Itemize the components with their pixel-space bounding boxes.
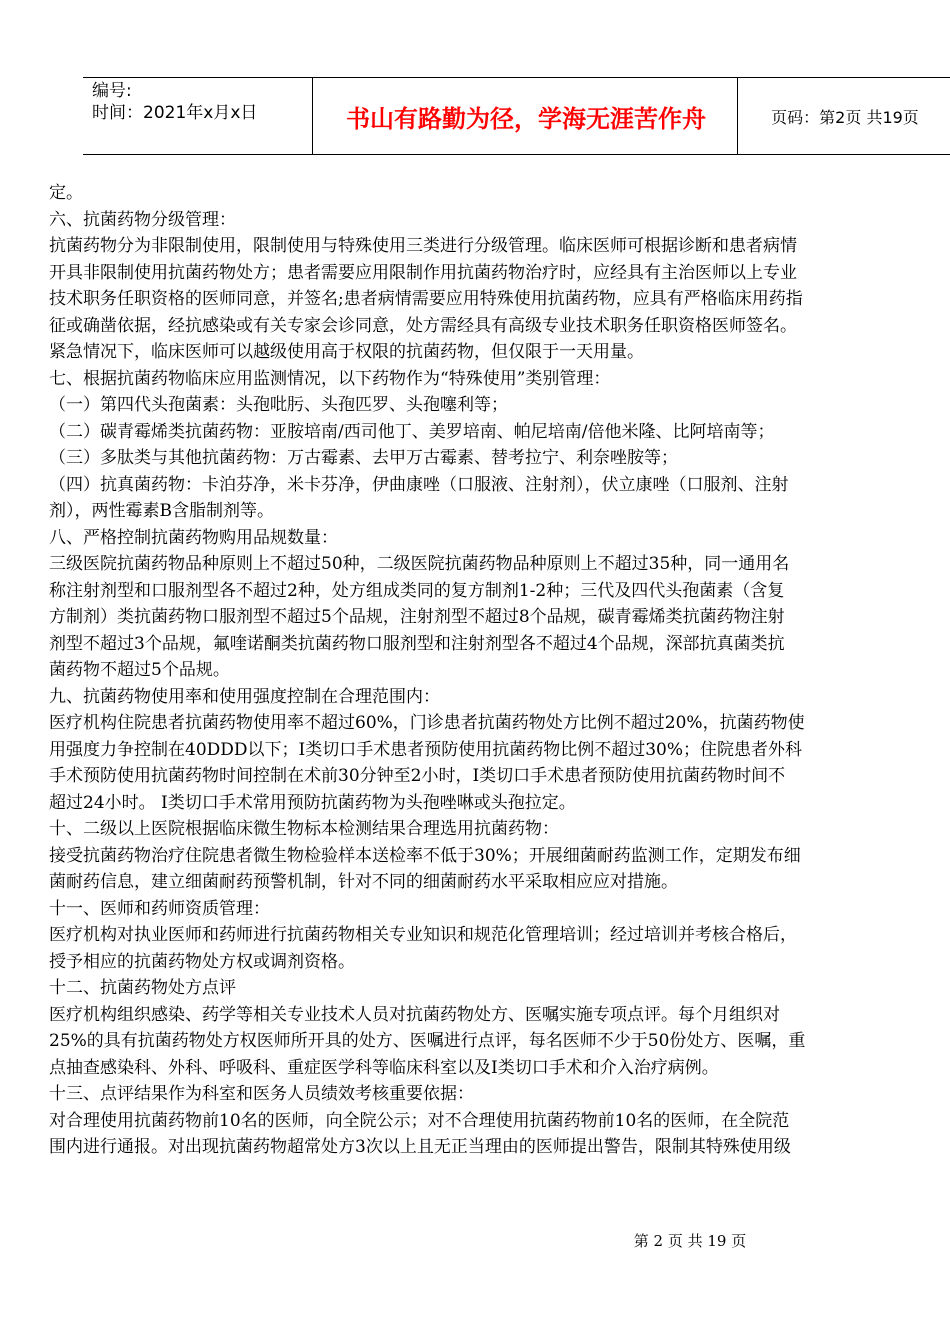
body-text-line: 九、抗菌药物使用率和使用强度控制在合理范围内： <box>49 686 440 707</box>
body-text-line: 剂型不超过3个品规，氟喹诺酮类抗菌药物口服剂型和注射剂型各不超过4个品规，深部抗真菌类抗 <box>49 633 785 654</box>
body-text-line: 菌药物不超过5个品规。 <box>49 660 230 680</box>
body-text-line: 手术预防使用抗菌药物时间控制在术前30分钟至2小时，I类切口手术患者预防使用抗菌药物时间不 <box>49 766 786 786</box>
body-text-line: 接受抗菌药物治疗住院患者微生物检验样本送检率不低于30%；开展细菌耐药监测工作，定期发布细 <box>49 845 801 866</box>
body-text-line: 菌耐药信息，建立细菌耐药预警机制，针对不同的细菌耐药水平采取相应应对措施。 <box>49 872 678 892</box>
body-text-line: 三级医院抗菌药物品种原则上不超过50种，二级医院抗菌药物品种原则上不超过35种，同一通用名 <box>49 554 790 574</box>
body-text-line: （二）碳青霉烯类抗菌药物：亚胺培南/西司他丁、美罗培南、帕尼培南/倍他米隆、比阿培南等； <box>49 421 775 442</box>
header-divider-right <box>737 77 738 155</box>
body-text-line: 七、根据抗菌药物临床应用监测情况，以下药物作为“特殊使用”类别管理： <box>49 368 611 389</box>
body-text-line: 称注射剂型和口服剂型各不超过2种，处方组成类同的复方制剂1-2种；三代及四代头孢菌素（含复 <box>49 580 785 601</box>
body-text-line: 超过24小时。 I类切口手术常用预防抗菌药物为头孢唑啉或头孢拉定。 <box>49 792 576 813</box>
header-motto: 书山有路勤为径，学海无涯苦作舟 <box>346 104 706 133</box>
header-page-info: 页码：第2页 共19页 <box>771 107 919 127</box>
body-text-line: 医疗机构住院患者抗菌药物使用率不超过60%，门诊患者抗菌药物处方比例不超过20%，抗菌药物使 <box>49 713 805 733</box>
body-text-line: （一）第四代头孢菌素：头孢吡肟、头孢匹罗、头孢噻利等； <box>49 395 508 415</box>
page-footer: 第 2 页 共 19 页 <box>633 1232 747 1250</box>
body-text-line: 对合理使用抗菌药物前10名的医师，向全院公示；对不合理使用抗菌药物前10名的医师，在全院范 <box>49 1110 790 1131</box>
body-text-line: 方制剂）类抗菌药物口服剂型不超过5个品规，注射剂型不超过8个品规，碳青霉烯类抗菌药物注射 <box>49 607 785 627</box>
body-text-line: 25%的具有抗菌药物处方权医师所开具的处方、医嘱进行点评，每名医师不少于50份处方、医嘱，重 <box>49 1031 806 1051</box>
body-text-line: 六、抗菌药物分级管理： <box>49 209 236 230</box>
body-text-line: 点抽查感染科、外科、呼吸科、重症医学科等临床科室以及I类切口手术和介入治疗病例。 <box>49 1057 719 1078</box>
body-text-line: 定。 <box>49 183 83 203</box>
body-text-line: 授予相应的抗菌药物处方权或调剂资格。 <box>49 951 355 972</box>
body-text-line: 紧急情况下，临床医师可以越级使用高于权限的抗菌药物，但仅限于一天用量。 <box>49 342 644 362</box>
body-text-line: （三）多肽类与其他抗菌药物：万古霉素、去甲万古霉素、替考拉宁、利奈唑胺等； <box>49 448 678 468</box>
body-text-line: 围内进行通报。对出现抗菌药物超常处方3次以上且无正当理由的医师提出警告，限制其特殊使用级 <box>49 1137 791 1157</box>
document-time: 时间：2021年x月x日 <box>92 103 258 123</box>
document-body <box>49 180 904 1161</box>
header-meta <box>92 80 312 124</box>
body-text-line: 十、二级以上医院根据临床微生物标本检测结果合理选用抗菌药物： <box>49 819 559 839</box>
header-divider-left <box>312 77 313 155</box>
body-text-line: （四）抗真菌药物：卡泊芬净，米卡芬净，伊曲康唑（口服液、注射剂），伏立康唑（口服剂、注射 <box>49 474 789 495</box>
body-text-line: 技术职务任职资格的医师同意，并签名;患者病情需要应用特殊使用抗菌药物，应具有严格临床用药指 <box>49 289 803 309</box>
body-text-line: 十二、抗菌药物处方点评 <box>49 978 236 998</box>
body-text-line: 用强度力争控制在40DDD以下；I类切口手术患者预防使用抗菌药物比例不超过30%；住院患者外科 <box>49 739 803 760</box>
body-text-line: 十一、医师和药师资质管理： <box>49 898 270 919</box>
body-text-line: 医疗机构对执业医师和药师进行抗菌药物相关专业知识和规范化管理培训；经过培训并考核合格后， <box>49 925 797 945</box>
body-text-line: 八、严格控制抗菌药物购用品规数量： <box>49 527 338 548</box>
body-text-line: 医疗机构组织感染、药学等相关专业技术人员对抗菌药物处方、医嘱实施专项点评。每个月组织对 <box>49 1004 780 1025</box>
document-number-label: 编号: <box>92 81 132 101</box>
body-text-line: 抗菌药物分为非限制使用，限制使用与特殊使用三类进行分级管理。临床医师可根据诊断和患者病情 <box>49 236 797 256</box>
body-text-line: 征或确凿依据，经抗感染或有关专家会诊同意，处方需经具有高级专业技术职务任职资格医师签名。 <box>49 315 797 336</box>
body-text-line: 开具非限制使用抗菌药物处方；患者需要应用限制作用抗菌药物治疗时，应经具有主治医师以上专业 <box>49 262 797 283</box>
body-text-line: 十三、点评结果作为科室和医务人员绩效考核重要依据： <box>49 1084 474 1104</box>
body-text-line: 剂），两性霉素B含脂制剂等。 <box>49 501 274 521</box>
